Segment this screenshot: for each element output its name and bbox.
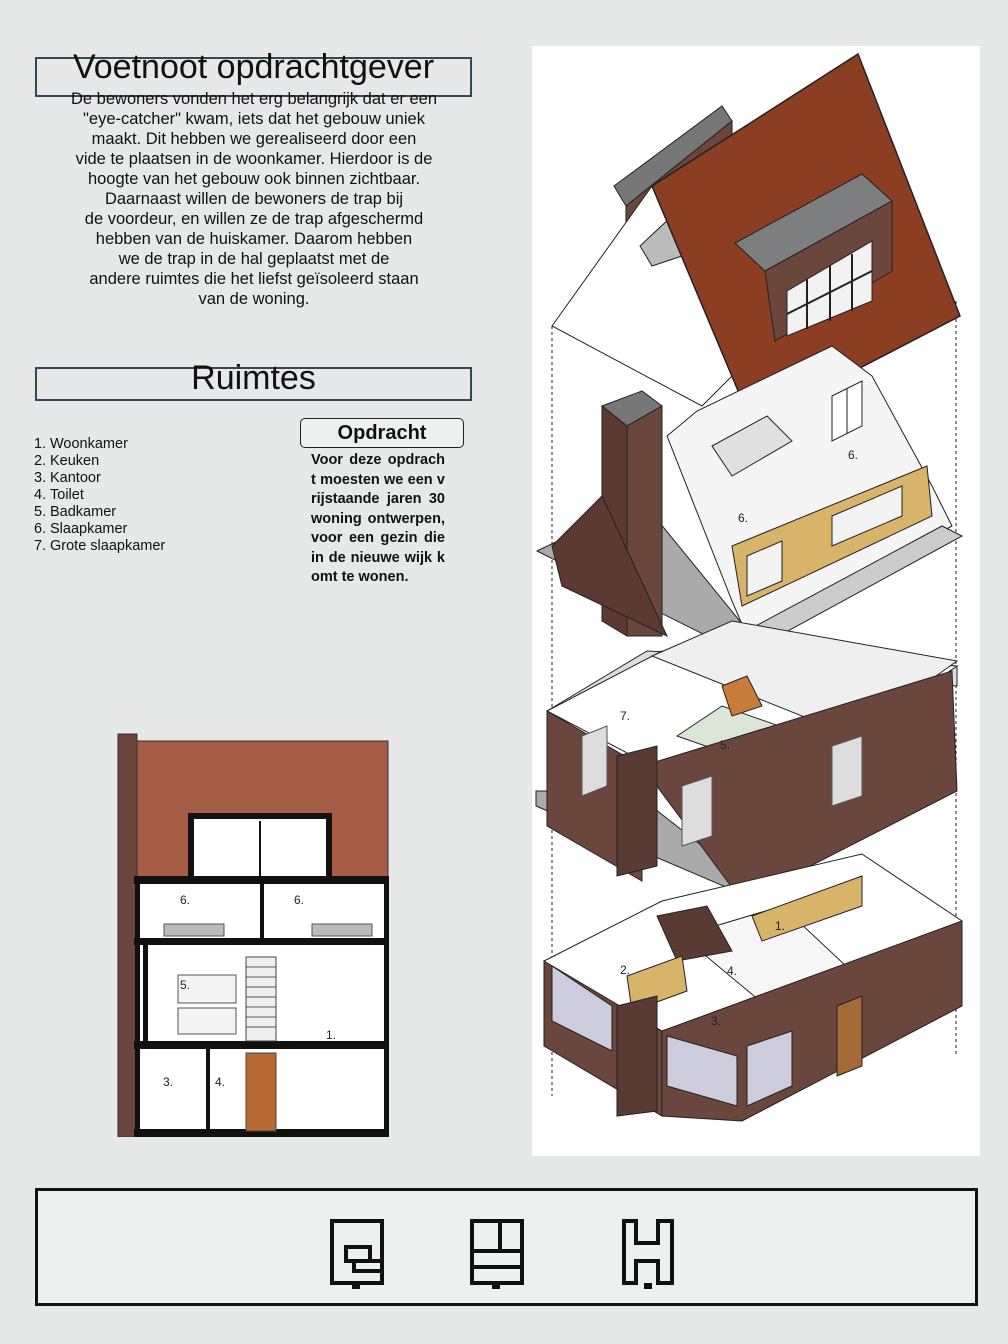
section-label-1: 1.: [326, 1028, 337, 1042]
isometric-label-6a: 6.: [848, 448, 859, 462]
section-label-3: 3.: [163, 1075, 174, 1089]
footnote-title: Voetnoot opdrachtgever: [72, 48, 435, 86]
section-drawing: [116, 731, 394, 1137]
section-svg: [116, 731, 394, 1137]
isometric-label-7: 7.: [620, 709, 631, 723]
list-item: 1. Woonkamer: [34, 436, 128, 452]
floor-plan-legend: [35, 1188, 978, 1306]
list-item: 6. Slaapkamer: [34, 521, 128, 537]
isometric-label-4: 4.: [727, 964, 738, 978]
footnote-line: De bewoners vonden het erg belangrijk dat er een: [71, 90, 437, 108]
footnote-line: maakt. Dit hebben we gerealiseerd door een: [91, 130, 417, 148]
opdracht-title: Opdracht: [300, 418, 464, 448]
isometric-label-1: 1.: [775, 919, 786, 933]
list-item: 3. Kantoor: [34, 470, 101, 486]
list-item: 2. Keuken: [34, 453, 100, 469]
list-item: 5. Badkamer: [34, 504, 117, 520]
footnote-line: andere ruimtes die het liefst geïsoleerd staan: [89, 270, 419, 288]
isometric-label-6b: 6.: [738, 511, 749, 525]
attic-floor-icon: [618, 1217, 678, 1293]
footnote-text: [40, 89, 468, 309]
section-label-5: 5.: [180, 978, 191, 992]
first-floor-level: [536, 621, 957, 901]
isometric-svg: [532, 46, 980, 1156]
footnote-line: hoogte van het gebouw ook binnen zichtbaar.: [87, 170, 421, 188]
section-label-4: 4.: [215, 1075, 226, 1089]
isometric-label-3: 3.: [711, 1014, 722, 1028]
footnote-line: hebben van de huiskamer. Daarom hebben: [95, 230, 413, 248]
list-item: 7. Grote slaapkamer: [34, 538, 166, 554]
attic-level: [537, 346, 962, 656]
footnote-line: "eye-catcher" kwam, iets dat het gebouw uniek: [83, 110, 425, 128]
list-item: 4. Toilet: [34, 487, 84, 503]
ruimtes-title-box: [35, 359, 472, 401]
first-floor-icon: [468, 1217, 528, 1293]
isometric-label-5: 5.: [720, 738, 731, 752]
rooms-list: [34, 436, 165, 555]
footnote-line: de voordeur, en willen ze de trap afgeschermd: [84, 210, 424, 228]
section-label-6b: 6.: [294, 893, 305, 907]
ground-floor-icon: [328, 1217, 388, 1293]
section-label-6a: 6.: [180, 893, 191, 907]
footnote-line: we de trap in de hal geplaatst met de: [118, 250, 390, 268]
isometric-label-2: 2.: [620, 963, 631, 977]
footnote-line: vide te plaatsen in de woonkamer. Hierdoor is de: [75, 150, 433, 168]
footnote-line: van de woning.: [198, 290, 310, 308]
isometric-drawing: [532, 46, 980, 1156]
ruimtes-title: Ruimtes: [191, 359, 316, 397]
opdracht-text: Voor deze opdracht moesten we een vrijstaande jaren 30 woning ontwerpen, voor een gezin die in de nieuwe wijk komt te wonen.: [311, 452, 445, 585]
roof-level: [552, 54, 960, 424]
footnote-line: Daarnaast willen de bewoners de trap bij: [104, 190, 404, 208]
ground-floor-level: [544, 854, 962, 1121]
